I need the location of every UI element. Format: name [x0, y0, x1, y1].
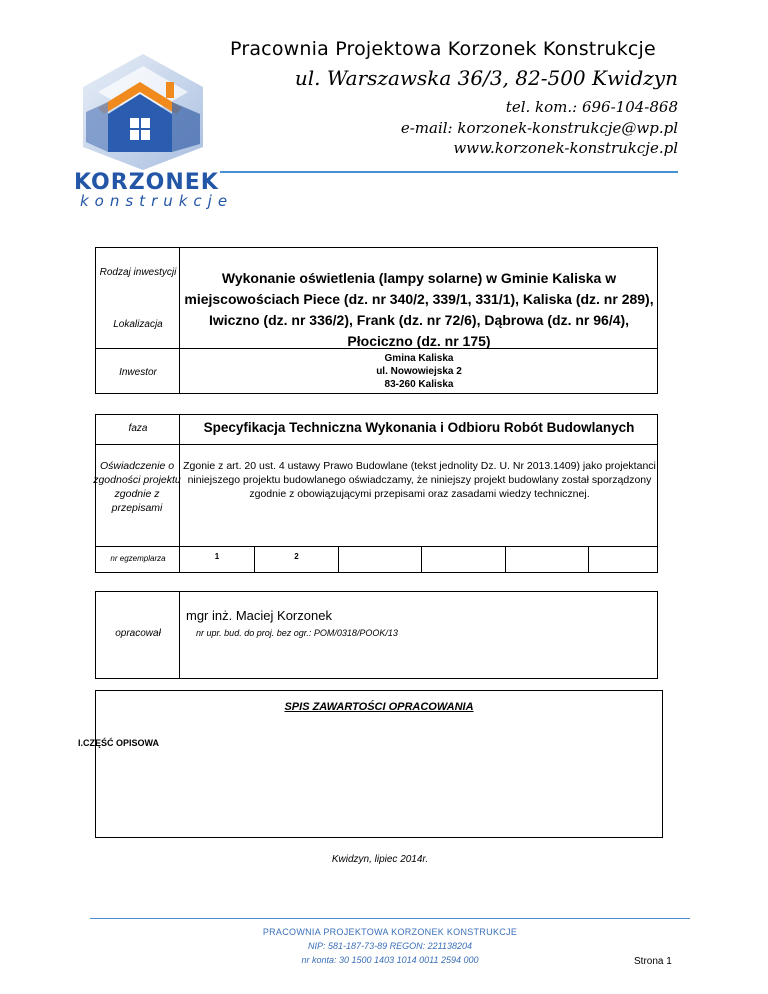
inwestor-name: Gmina Kaliska [384, 353, 454, 364]
egzemplarz-label: nr egzemplarza [110, 554, 166, 563]
contents-title: SPIS ZAWARTOŚCI OPRACOWANIA [284, 701, 474, 713]
footer-divider [90, 918, 690, 919]
author-name: mgr inż. Maciej Korzonek [186, 608, 332, 623]
logo-main-text: KORZONEK [74, 170, 219, 195]
copy-number-2: 2 [294, 552, 299, 561]
copy-cell-divider [588, 546, 589, 573]
contents-section-opisowa: I.CZĘŚĆ OPISOWA [78, 738, 160, 748]
house-logo-icon [78, 52, 208, 172]
company-logo [78, 52, 208, 172]
investment-table-divider [179, 247, 180, 394]
opracowal-label: opracował [115, 628, 161, 639]
statement-row-divider [95, 546, 658, 547]
faza-label: faza [128, 423, 148, 434]
rodzaj-label: Rodzaj inwestycji [99, 267, 177, 278]
company-phone: tel. kom.: 696-104-868 [505, 98, 678, 116]
faza-text: Specyfikacja Techniczna Wykonania i Odbioru Robót Budowlanych [203, 420, 635, 435]
oswiadczenie-label: Oświadczenie o zgodności projektu zgodnie z przepisami [93, 460, 181, 514]
header-divider [220, 171, 678, 173]
page-number: Strona 1 [634, 956, 672, 967]
inwestor-block [182, 352, 656, 391]
investment-description: Wykonanie oświetlenia (lampy solarne) w Gminie Kaliska w miejscowościach Piece (dz. nr 340/2, 339/1, 331/1), Kaliska (dz. nr 289), Iwiczno (dz. nr 336/2), Frank (dz. nr 72/6), Dąbrowa (dz. nr 96/4), Płociczno (dz. nr 175) [184, 270, 654, 349]
footer-tax-ids: NIP: 581-187-73-89 REGON: 221138204 [308, 941, 472, 951]
footer-company: PRACOWNIA PROJEKTOWA KORZONEK KONSTRUKCJE [262, 927, 518, 937]
logo-sub-text: konstrukcje [80, 192, 234, 210]
place-date: Kwidzyn, lipiec 2014r. [331, 854, 429, 865]
company-address: ul. Warszawska 36/3, 82-500 Kwidzyn [294, 66, 678, 90]
inwestor-city: 83-260 Kaliska [384, 379, 454, 390]
company-email[interactable]: e-mail: korzonek-konstrukcje@wp.pl [400, 119, 678, 137]
phase-row-divider [95, 444, 658, 445]
inwestor-label: Inwestor [119, 367, 157, 378]
copy-cell-divider [421, 546, 422, 573]
inwestor-street: ul. Nowowiejska 2 [376, 366, 462, 377]
company-website[interactable]: www.korzonek-konstrukcje.pl [453, 139, 678, 157]
author-license: nr upr. bud. do proj. bez ogr.: POM/0318/POOK/13 [196, 628, 398, 638]
copy-number-1: 1 [214, 552, 220, 561]
author-table-divider [179, 591, 180, 679]
copy-cell-divider [505, 546, 506, 573]
company-name: Pracownia Projektowa Korzonek Konstrukcje [230, 38, 656, 60]
lokalizacja-label: Lokalizacja [113, 319, 163, 330]
footer-bank-account: nr konta: 30 1500 1403 1014 0011 2594 000 [301, 955, 479, 965]
oswiadczenie-text: Zgonie z art. 20 ust. 4 ustawy Prawo Budowlane (tekst jednolity Dz. U. Nr 2013.1409) jako projektanci niniejszego projektu budowlanego oświadczamy, że niniejszy projekt budowlany został sporządzony zgodnie z obowiązującymi przepisami oraz zasadami wiedzy technicznej. [183, 460, 656, 500]
copy-cell-divider [338, 546, 339, 573]
